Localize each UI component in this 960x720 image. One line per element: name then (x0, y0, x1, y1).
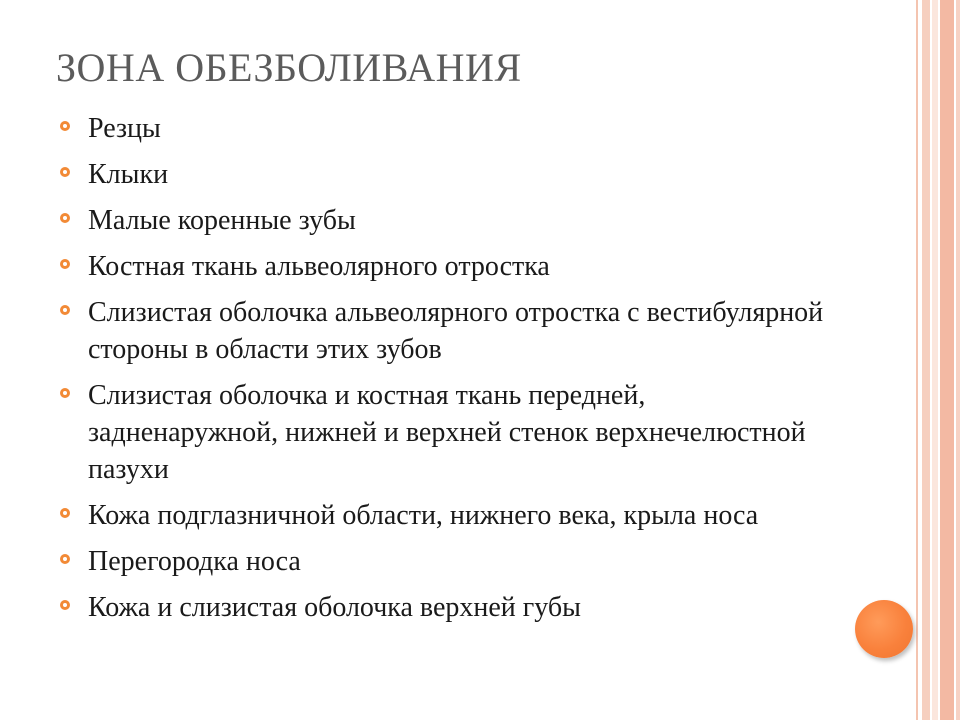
bullet-circle-icon (60, 121, 70, 131)
stripe (932, 0, 938, 720)
stripe (940, 0, 954, 720)
list-item-text: Перегородка носа (88, 546, 301, 577)
bullet-circle-icon (60, 305, 70, 315)
bullet-circle-icon (60, 259, 70, 269)
stripe (956, 0, 960, 720)
list-item (60, 156, 840, 193)
decorative-stripes (916, 0, 960, 720)
bullet-list (60, 110, 840, 635)
list-item-text: Клыки (88, 159, 169, 190)
list-item-text: Малые коренные зубы (88, 205, 356, 236)
bullet-circle-icon (60, 600, 70, 610)
list-item (60, 110, 840, 147)
slide-title: ЗОНА ОБЕЗБОЛИВАНИЯ (56, 45, 522, 90)
bullet-circle-icon (60, 508, 70, 518)
list-item-text: Резцы (88, 113, 161, 144)
stripe (922, 0, 930, 720)
bullet-circle-icon (60, 388, 70, 398)
bullet-circle-icon (60, 167, 70, 177)
decorative-orange-circle-icon (855, 600, 913, 658)
list-item-text: Кожа и слизистая оболочка верхней губы (88, 592, 581, 623)
list-item-text: Слизистая оболочка альвеолярного отростка с вестибулярной стороны в области этих зубов (88, 297, 824, 365)
bullet-circle-icon (60, 554, 70, 564)
list-item (60, 497, 840, 534)
list-item (60, 248, 840, 285)
stripe (916, 0, 918, 720)
list-item-text: Кожа подглазничной области, нижнего века, крыла носа (88, 500, 759, 531)
list-item (60, 294, 840, 368)
list-item (60, 377, 840, 488)
list-item-text: Костная ткань альвеолярного отростка (88, 251, 550, 282)
list-item-text: Слизистая оболочка и костная ткань передней, задненаружной, нижней и верхней стенок верхнечелюстной пазухи (88, 380, 806, 485)
bullet-circle-icon (60, 213, 70, 223)
list-item (60, 589, 840, 626)
list-item (60, 543, 840, 580)
list-item (60, 202, 840, 239)
